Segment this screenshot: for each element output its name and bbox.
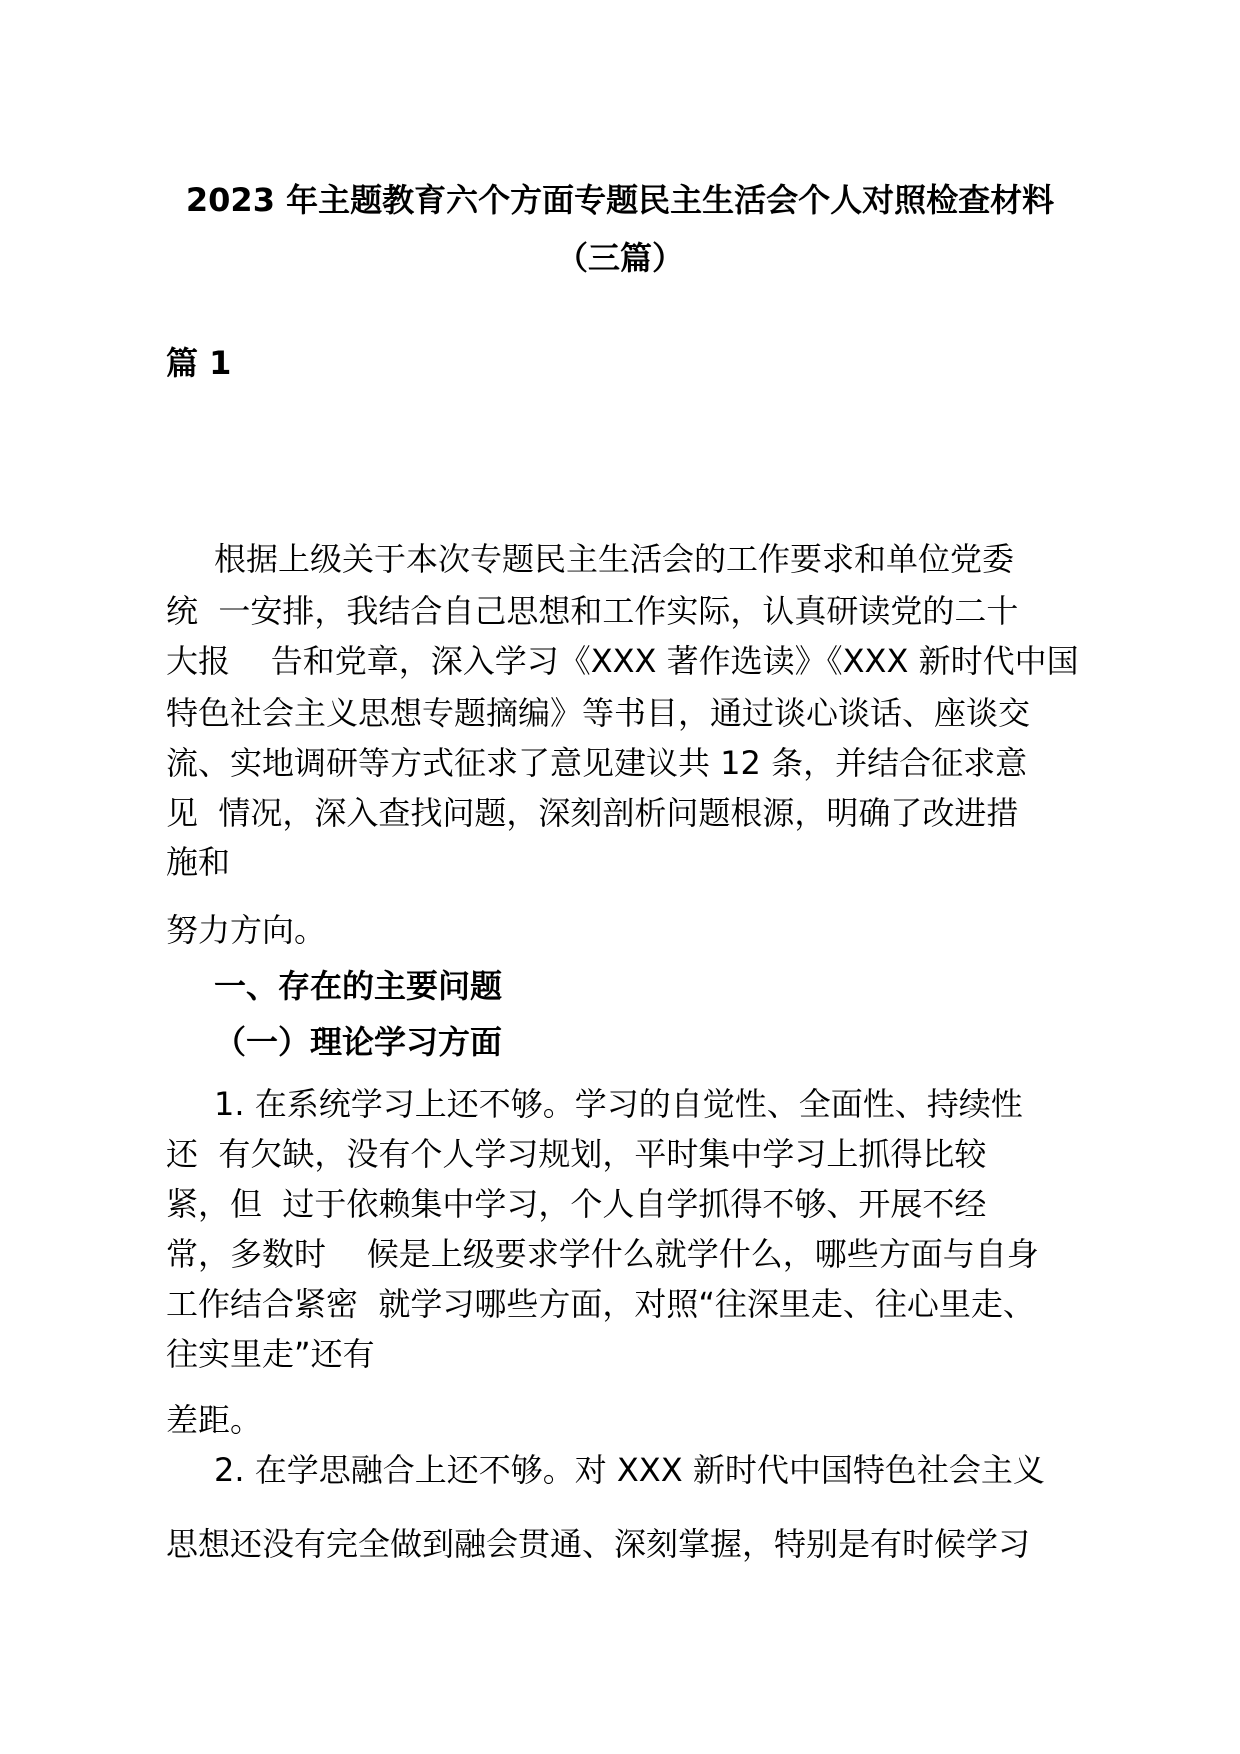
heading-main-problems: 一、存在的主要问题	[214, 967, 503, 1005]
paragraph-line: 1. 在系统学习上还不够。学习的自觉性、全面性、持续性	[214, 1085, 1023, 1123]
paragraph-line: 根据上级关于本次专题民主生活会的工作要求和单位党委	[214, 540, 1015, 578]
paragraph-line: 施和	[166, 843, 231, 881]
paragraph-line: 差距。	[166, 1401, 263, 1439]
paragraph-line: 工作结合紧密 就学习哪些方面，对照“往深里走、往心里走、	[166, 1285, 1035, 1323]
paragraph-line: 流、实地调研等方式征求了意见建议共 12 条，并结合征求意	[166, 744, 1028, 782]
heading-theory-study: （一）理论学习方面	[214, 1023, 503, 1061]
document-title-subtitle: （三篇）	[555, 239, 684, 277]
paragraph-line: 常，多数时 候是上级要求学什么就学什么，哪些方面与自身	[166, 1235, 1039, 1273]
paragraph-line: 大报 告和党章，深入学习《XXX 著作选读》《XXX 新时代中国	[166, 642, 1079, 680]
paragraph-line: 2. 在学思融合上还不够。对 XXX 新时代中国特色社会主义	[214, 1451, 1045, 1489]
paragraph-line: 还 有欠缺，没有个人学习规划，平时集中学习上抓得比较	[166, 1135, 987, 1173]
paragraph-line: 往实里走”还有	[166, 1335, 375, 1373]
document-title: 2023 年主题教育六个方面专题民主生活会个人对照检查材料	[185, 181, 1055, 219]
paragraph-line: 思想还没有完全做到融会贯通、深刻掌握，特别是有时候学习	[166, 1525, 1031, 1563]
paragraph-line: 努力方向。	[166, 911, 327, 949]
paragraph-line: 特色社会主义思想专题摘编》等书目，通过谈心谈话、座谈交	[166, 694, 1031, 732]
paragraph-line: 紧，但 过于依赖集中学习，个人自学抓得不够、开展不经	[166, 1185, 987, 1223]
paragraph-line: 见 情况，深入查找问题，深刻剖析问题根源，明确了改进措	[166, 794, 1019, 832]
paragraph-line: 统 一安排，我结合自己思想和工作实际，认真研读党的二十	[166, 592, 1019, 630]
section-label: 篇 1	[166, 344, 232, 382]
